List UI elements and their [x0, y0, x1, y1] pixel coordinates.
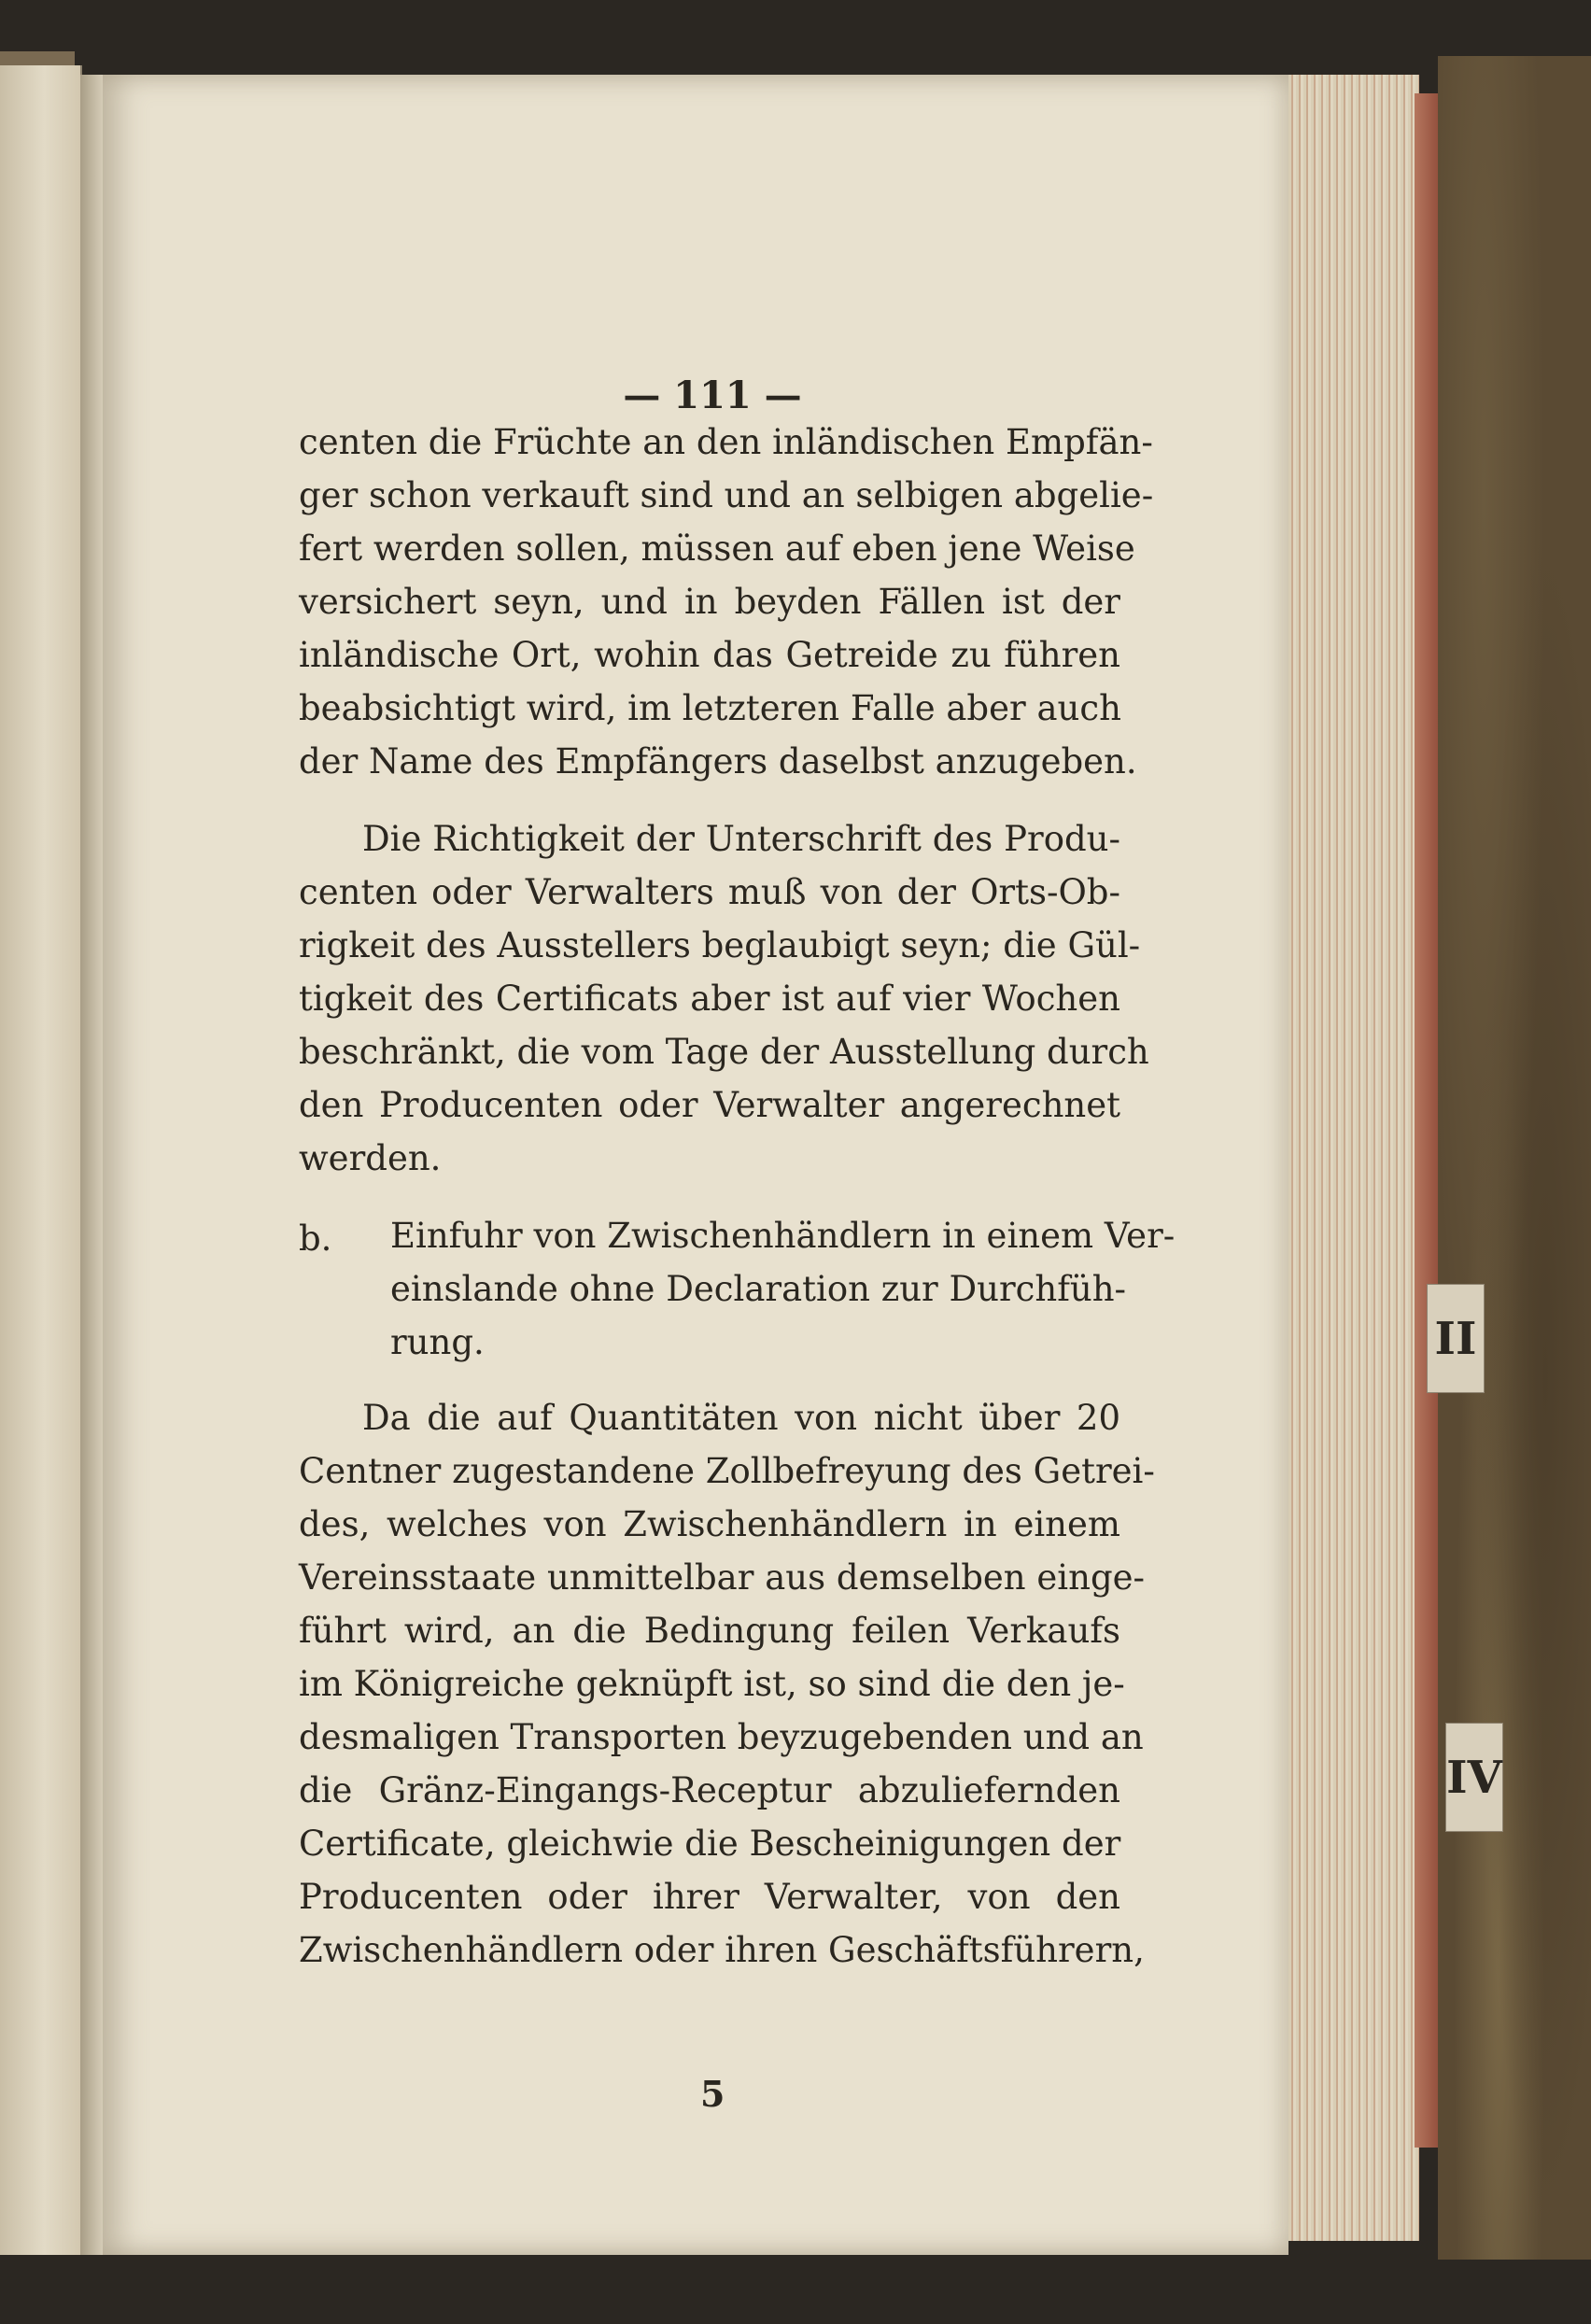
index-tab-ii: II: [1427, 1284, 1485, 1393]
text-line: centen oder Verwalters muß von der Orts-Ob-: [299, 872, 1120, 912]
index-tab-iv: IV: [1445, 1723, 1503, 1832]
section-heading-line: Einfuhr von Zwischenhändlern in einem Ver-: [390, 1216, 1176, 1256]
text-line: des, welches von Zwischenhändlern in einem: [299, 1504, 1120, 1544]
text-line: tigkeit des Certificats aber ist auf vier Wochen: [299, 979, 1120, 1019]
text-line: der Name des Empfängers daselbst anzugeben.: [299, 741, 1137, 782]
text-line: den Producenten oder Verwalter angerechnet: [299, 1085, 1120, 1125]
text-line: fert werden sollen, müssen auf eben jene Weise: [299, 528, 1135, 569]
section-heading-line: einslande ohne Declaration zur Durchfüh-: [390, 1269, 1127, 1309]
text-line: Da die auf Quantitäten von nicht über 20: [362, 1398, 1120, 1438]
marbled-cover: [1438, 56, 1591, 2260]
text-line: Producenten oder ihrer Verwalter, von den: [299, 1877, 1120, 1917]
page-number: — 111 —: [623, 373, 802, 417]
gutter: [80, 75, 105, 2255]
text-line: desmaligen Transporten beyzugebenden und an: [299, 1717, 1144, 1757]
text-line: Centner zugestandene Zollbefreyung des Getrei-: [299, 1451, 1155, 1491]
text-line: centen die Früchte an den inländischen Empfän-: [299, 422, 1153, 462]
text-line: Die Richtigkeit der Unterschrift des Produ-: [362, 819, 1120, 859]
page-edges: [1288, 75, 1419, 2241]
text-line: beabsichtigt wird, im letzteren Falle aber auch: [299, 688, 1121, 728]
text-line: führt wird, an die Bedingung feilen Verkaufs: [299, 1611, 1120, 1651]
section-label: b.: [299, 1218, 332, 1259]
text-line: rigkeit des Ausstellers beglaubigt seyn; die Gül-: [299, 925, 1141, 965]
text-line: versichert seyn, und in beyden Fällen ist der: [299, 582, 1120, 622]
text-line: Certificate, gleichwie die Bescheinigungen der: [299, 1824, 1121, 1864]
text-line: werden.: [299, 1138, 442, 1178]
signature-mark: 5: [700, 2073, 725, 2115]
text-line: inländische Ort, wohin das Getreide zu führen: [299, 635, 1120, 675]
text-line: im Königreiche geknüpft ist, so sind die den je-: [299, 1664, 1125, 1704]
text-line: Vereinsstaate unmittelbar aus demselben einge-: [299, 1557, 1146, 1598]
text-line: ger schon verkauft sind und an selbigen abgelie-: [299, 475, 1154, 515]
left-page-edge: [0, 65, 82, 2255]
section-heading-line: rung.: [390, 1322, 485, 1362]
text-line: beschränkt, die vom Tage der Ausstellung durch: [299, 1032, 1149, 1072]
right-page: [103, 75, 1288, 2255]
text-line: die Gränz-Eingangs-Receptur abzuliefernden: [299, 1770, 1120, 1810]
text-line: Zwischenhändlern oder ihren Geschäftsführern,: [299, 1930, 1145, 1970]
